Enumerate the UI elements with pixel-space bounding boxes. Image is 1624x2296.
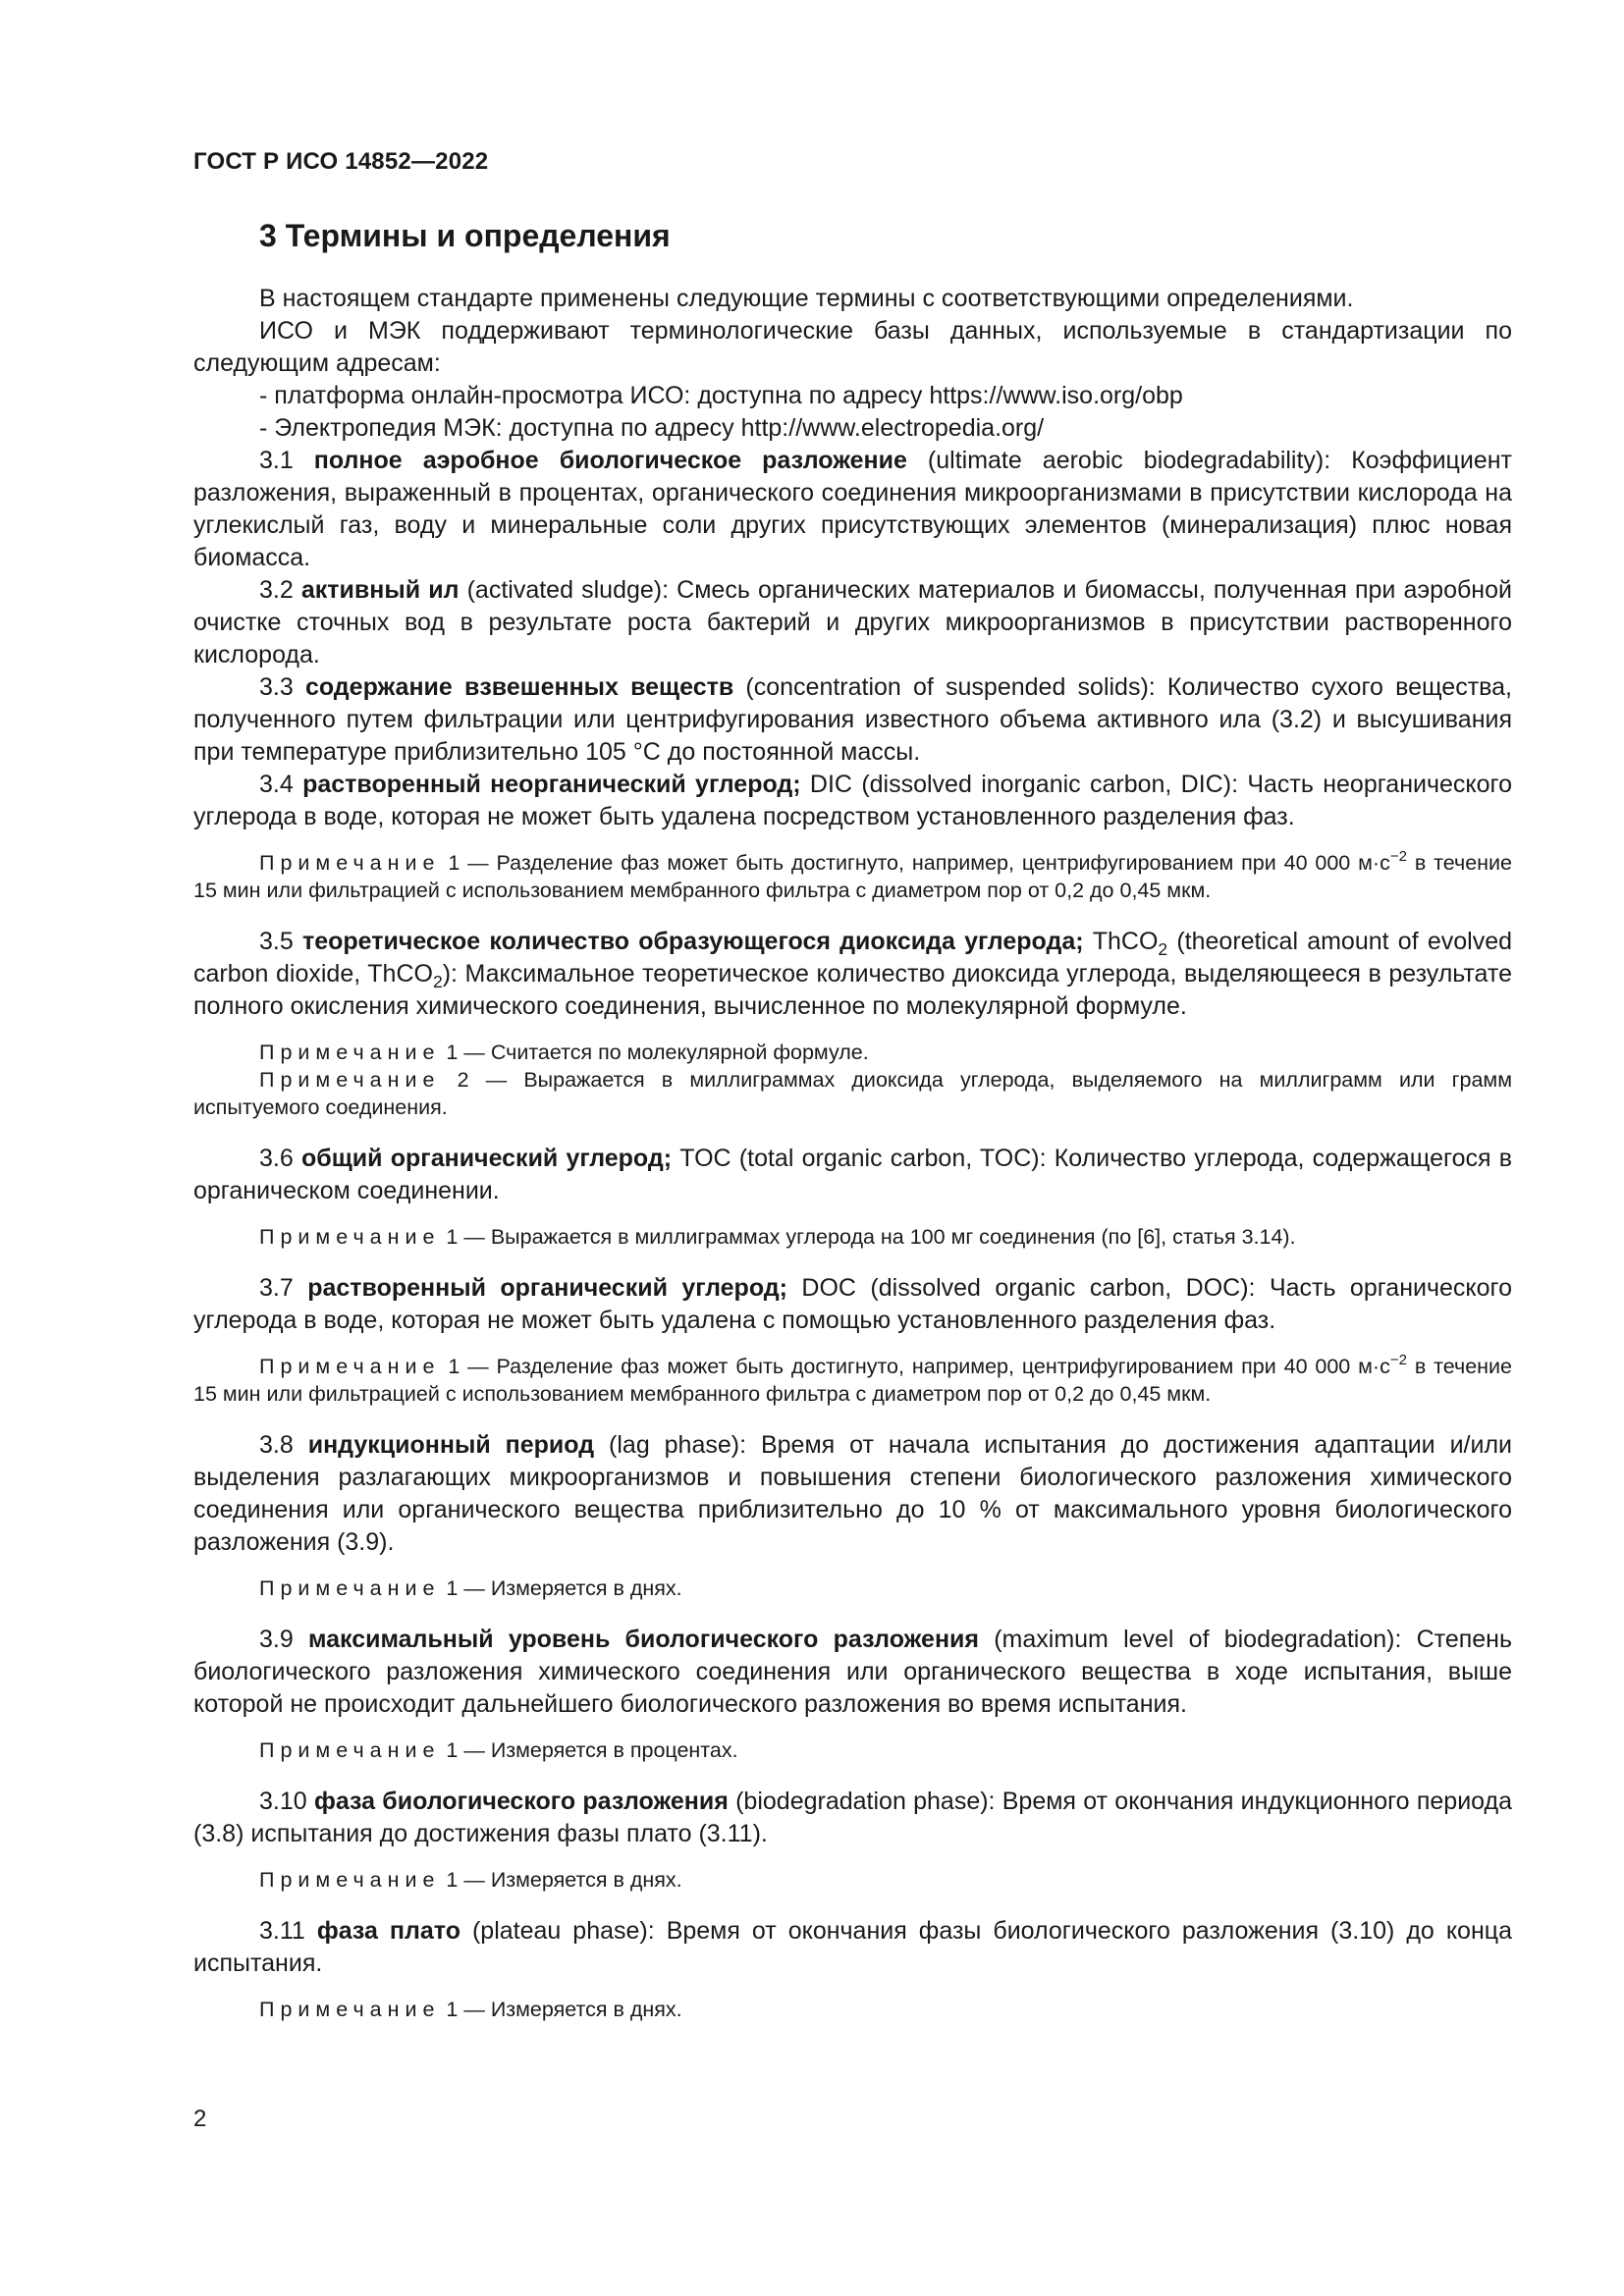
note-label: Примечание [259,1868,441,1892]
note-superscript: −2 [1389,1352,1407,1368]
term-entry-3-6 [193,1143,1512,1207]
term-definition: (ultimate aerobic biodegradability): Коэффициент разложения, выраженный в процентах, органического соединения микроорганизмами в присутствии кислорода на углекислый газ, воду и минеральные соли других присутствующих элементов (минерализация) плюс новая биомасса. [193,447,1512,571]
section-title: 3 Термины и определения [259,218,671,253]
term-definition: DIC (dissolved inorganic carbon, DIC): Часть неорганического углерода в воде, которая не может быть удалена посредством установленного разделения фаз. [193,771,1512,830]
note [193,1353,1512,1408]
term-number: 3.1 [259,447,294,474]
note-text: 1 — Измеряется в днях. [440,1868,682,1892]
term-name: активный ил [300,576,460,604]
term-name: общий органический углерод; [300,1145,673,1172]
note-text: в течение 15 мин или фильтрацией с использованием мембранного фильтра с диаметром пор от 0,2 до 0,45 мкм. [193,851,1512,902]
term-name: максимальный уровень биологического разложения [307,1626,980,1653]
term-definition: (lag phase): Время от начала испытания до достижения адаптации и/или выделения разлагающих микроорганизмов и повышения степени биологического разложения химического соединения или органического вещества приблизительно до 10 % от максимального уровня биологического разложения (3.9). [193,1431,1512,1556]
term-definition: (biodegradation phase): Время от окончания индукционного периода (3.8) испытания до достижения фазы плато (3.11). [193,1788,1513,1847]
note-label: Примечание [259,851,441,875]
note-text: 1 — Измеряется в процентах. [440,1738,738,1762]
note-label: Примечание [259,1068,441,1092]
note [193,1039,1512,1066]
term-number: 3.4 [259,771,294,798]
term-symbol: ThCO [1083,928,1159,955]
term-entry-3-8 [193,1429,1512,1559]
list-item: - Электропедия МЭК: доступна по адресу http://www.electropedia.org/ [259,414,1045,442]
term-definition: ): Максимальное теоретическое количество диоксида углерода, выделяющееся в результате полного окисления химического соединения, вычисленное по молекулярной формуле. [193,960,1512,1020]
note-label: Примечание [259,1225,441,1249]
term-number: 3.7 [259,1274,294,1302]
note [193,1866,1512,1894]
term-entry-3-3 [193,671,1512,769]
subscript: 2 [1158,939,1168,959]
page-number: 2 [193,2106,207,2132]
note-text: 1 — Разделение фаз может быть достигнуто, например, центрифугированием при 40 000 м·с [440,851,1390,875]
note-text: 1 — Считается по молекулярной формуле. [440,1041,869,1064]
term-definition: (plateau phase): Время от окончания фазы биологического разложения (3.10) до конца испытания. [193,1917,1512,1977]
term-name: полное аэробное биологическое разложение [313,447,907,474]
term-number: 3.11 [259,1917,305,1945]
term-entry-3-11 [193,1915,1512,1980]
document-header: ГОСТ Р ИСО 14852—2022 [193,148,489,175]
note [193,1223,1512,1251]
term-entry-3-4 [193,769,1512,833]
term-entry-3-2 [193,574,1512,671]
document-body [193,283,1512,2045]
list-item: - платформа онлайн-просмотра ИСО: доступна по адресу https://www.iso.org/obp [259,382,1183,409]
term-number: 3.10 [259,1788,307,1815]
note-text: 1 — Выражается в миллиграммах углерода на 100 мг соединения (по [6], статья 3.14). [440,1225,1296,1249]
subscript: 2 [432,972,443,991]
term-entry-3-9 [193,1624,1512,1721]
term-definition: TOC (total organic carbon, TOC): Количество углерода, содержащегося в органическом соединении. [193,1145,1513,1204]
term-definition: (concentration of suspended solids): Количество сухого вещества, полученного путем фильтрации или центрифугирования известного объема активного ила (3.2) и высушивания при температуре приблизительно 105 °С до постоянной массы. [193,673,1512,766]
term-entry-3-10 [193,1786,1512,1850]
term-number: 3.3 [259,673,294,701]
term-definition: (theoretical amount of evolved carbon dioxide, ThCO [193,928,1512,988]
term-number: 3.9 [259,1626,294,1653]
note-label: Примечание [259,1041,441,1064]
note [193,1066,1512,1121]
note-text: 1 — Измеряется в днях. [440,1998,682,2021]
term-name: содержание взвешенных веществ [304,673,734,701]
note-text: 1 — Разделение фаз может быть достигнуто, например, центрифугированием при 40 000 м·с [440,1355,1390,1378]
note-label: Примечание [259,1738,441,1762]
term-name: фаза плато [316,1917,460,1945]
term-number: 3.5 [259,928,294,955]
term-number: 3.8 [259,1431,294,1459]
note [193,849,1512,904]
note-label: Примечание [259,1998,441,2021]
term-name: растворенный неорганический углерод; [302,771,801,798]
note-label: Примечание [259,1355,441,1378]
term-number: 3.6 [259,1145,294,1172]
note-text: 1 — Измеряется в днях. [440,1576,682,1600]
note [193,1736,1512,1764]
term-entry-3-1 [193,445,1512,574]
term-name: теоретическое количество образующегося диоксида углерода; [301,928,1084,955]
note-label: Примечание [259,1576,441,1600]
term-number: 3.2 [259,576,294,604]
term-name: фаза биологического разложения [313,1788,729,1815]
term-name: растворенный органический углерод; [307,1274,787,1302]
term-definition: (activated sludge): Смесь органических материалов и биомассы, полученная при аэробной очистке сточных вод в результате роста бактерий и других микроорганизмов в присутствии растворенного кислорода. [193,576,1512,668]
term-definition: (maximum level of biodegradation): Степень биологического разложения химического соединения или органического вещества в ходе испытания, выше которой не происходит дальнейшего биологического разложения во время испытания. [193,1626,1513,1718]
note-superscript: −2 [1389,848,1407,865]
note-text: в течение 15 мин или фильтрацией с использованием мембранного фильтра с диаметром пор от 0,2 до 0,45 мкм. [193,1355,1512,1406]
term-entry-3-5 [193,926,1512,1023]
term-entry-3-7 [193,1272,1512,1337]
intro-paragraph: ИСО и МЭК поддерживают терминологические базы данных, используемые в стандартизации по следующим адресам: [193,317,1512,377]
term-definition: DOC (dissolved organic carbon, DOC): Часть органического углерода в воде, которая не может быть удалена с помощью установленного разделения фаз. [193,1274,1513,1334]
intro-paragraph: В настоящем стандарте применены следующие термины с соответствующими определениями. [259,285,1354,312]
note [193,1996,1512,2023]
note [193,1575,1512,1602]
note-text: 2 — Выражается в миллиграммах диоксида углерода, выделяемого на миллиграмм или грамм испытуемого соединения. [193,1068,1512,1119]
term-name: индукционный период [307,1431,595,1459]
